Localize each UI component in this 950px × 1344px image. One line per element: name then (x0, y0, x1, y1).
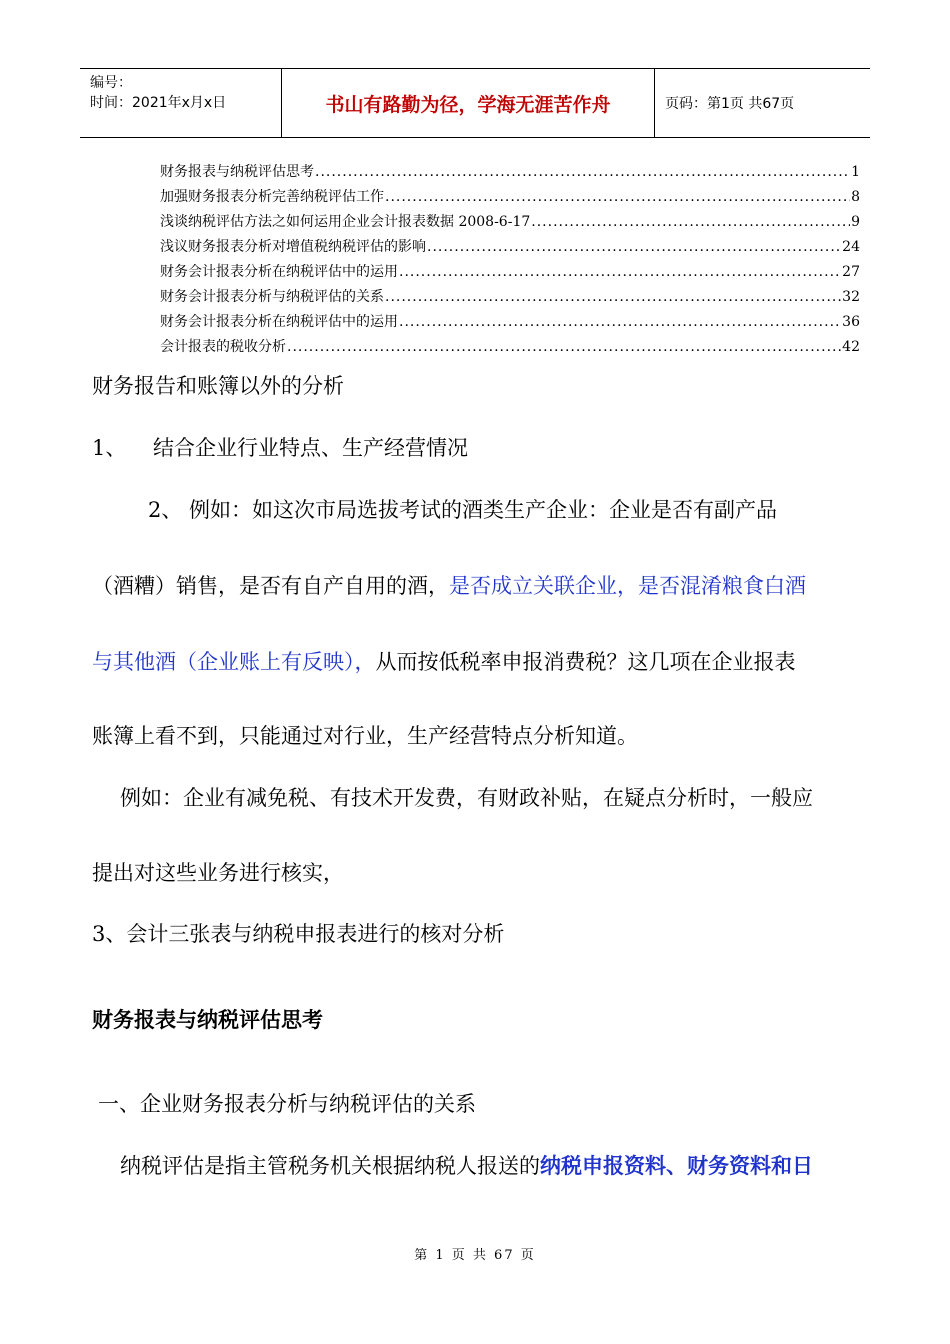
heading-outside-analysis: 财务报告和账簿以外的分析 (92, 374, 344, 398)
toc-entry[interactable] (160, 160, 860, 185)
toc-leader-dots (399, 310, 841, 335)
toc-entry-page: 32 (842, 289, 860, 305)
highlighted-text: 纳税申报资料、财务资料和日 (540, 1153, 813, 1178)
toc-entry-page: 9 (851, 214, 860, 230)
toc-entry-title: 财务会计报表分析与纳税评估的关系 (160, 289, 384, 305)
toc-entry-title: 财务报表与纳税评估思考 (160, 164, 314, 180)
toc-leader-dots (385, 185, 850, 210)
table-of-contents (160, 160, 860, 360)
text-segment: （酒糟）销售，是否有自产自用的酒， (92, 574, 449, 598)
toc-entry[interactable] (160, 235, 860, 260)
page-footer: 第 1 页 共 67 页 (414, 1248, 536, 1263)
toc-entry-page: 27 (842, 264, 860, 280)
toc-entry-title: 加强财务报表分析完善纳税评估工作 (160, 189, 384, 205)
paragraph-intro (120, 1150, 813, 1180)
example-line2: 提出对这些业务进行核实， (92, 861, 344, 885)
section-title: 财务报表与纳税评估思考 (92, 1007, 323, 1032)
header-number-label: 编号： (90, 75, 132, 91)
highlighted-text: 是否成立关联企业，是否混淆粮食白酒 (449, 574, 806, 598)
toc-entry[interactable] (160, 285, 860, 310)
toc-entry[interactable] (160, 210, 860, 235)
text-segment: 纳税评估是指主管税务机关根据纳税人报送的 (120, 1154, 540, 1178)
header-page-info: 页码：第1页 共67页 (665, 96, 795, 112)
toc-entry-title: 财务会计报表分析在纳税评估中的运用 (160, 314, 398, 330)
toc-entry[interactable] (160, 335, 860, 360)
toc-leader-dots (427, 235, 841, 260)
list-item-2-line3 (92, 646, 796, 676)
toc-leader-dots (315, 160, 850, 185)
toc-entry-title: 浅谈纳税评估方法之如何运用企业会计报表数据 2008-6-17 (160, 214, 531, 230)
page-header (80, 68, 870, 138)
toc-leader-dots (287, 335, 841, 360)
toc-entry-title: 浅议财务报表分析对增值税纳税评估的影响 (160, 239, 426, 255)
toc-entry-page: 1 (851, 164, 860, 180)
example-line1: 例如：企业有减免税、有技术开发费，有财政补贴，在疑点分析时，一般应 (120, 786, 813, 810)
list-item-2-line2 (92, 570, 806, 600)
text-segment: 从而按低税率申报消费税？这几项在企业报表 (375, 650, 796, 674)
header-meta (80, 69, 282, 137)
toc-entry[interactable] (160, 185, 860, 210)
toc-leader-dots (531, 210, 850, 235)
highlighted-text: 与其他酒（企业账上有反映）， (92, 650, 376, 674)
list-item-2-line1: 2、 例如：如这次市局选拔考试的酒类生产企业：企业是否有副产品 (148, 498, 778, 522)
toc-entry-page: 24 (842, 239, 860, 255)
toc-entry-title: 财务会计报表分析在纳税评估中的运用 (160, 264, 398, 280)
header-time-label: 时间：2021年x月x日 (90, 95, 227, 111)
toc-entry-page: 36 (842, 314, 860, 330)
toc-leader-dots (385, 285, 841, 310)
toc-entry-page: 42 (842, 339, 860, 355)
toc-entry-page: 8 (851, 189, 860, 205)
toc-entry[interactable] (160, 260, 860, 285)
toc-entry-title: 会计报表的税收分析 (160, 339, 286, 355)
list-item-2-line4: 账簿上看不到，只能通过对行业，生产经营特点分析知道。 (92, 724, 638, 748)
toc-entry[interactable] (160, 310, 860, 335)
list-item-1: 1、 结合企业行业特点、生产经营情况 (92, 436, 469, 460)
list-item-3: 3、会计三张表与纳税申报表进行的核对分析 (92, 922, 505, 946)
toc-leader-dots (399, 260, 841, 285)
subsection-title: 一、企业财务报表分析与纳税评估的关系 (98, 1092, 476, 1116)
header-motto: 书山有路勤为径，学海无涯苦作舟 (282, 69, 655, 137)
